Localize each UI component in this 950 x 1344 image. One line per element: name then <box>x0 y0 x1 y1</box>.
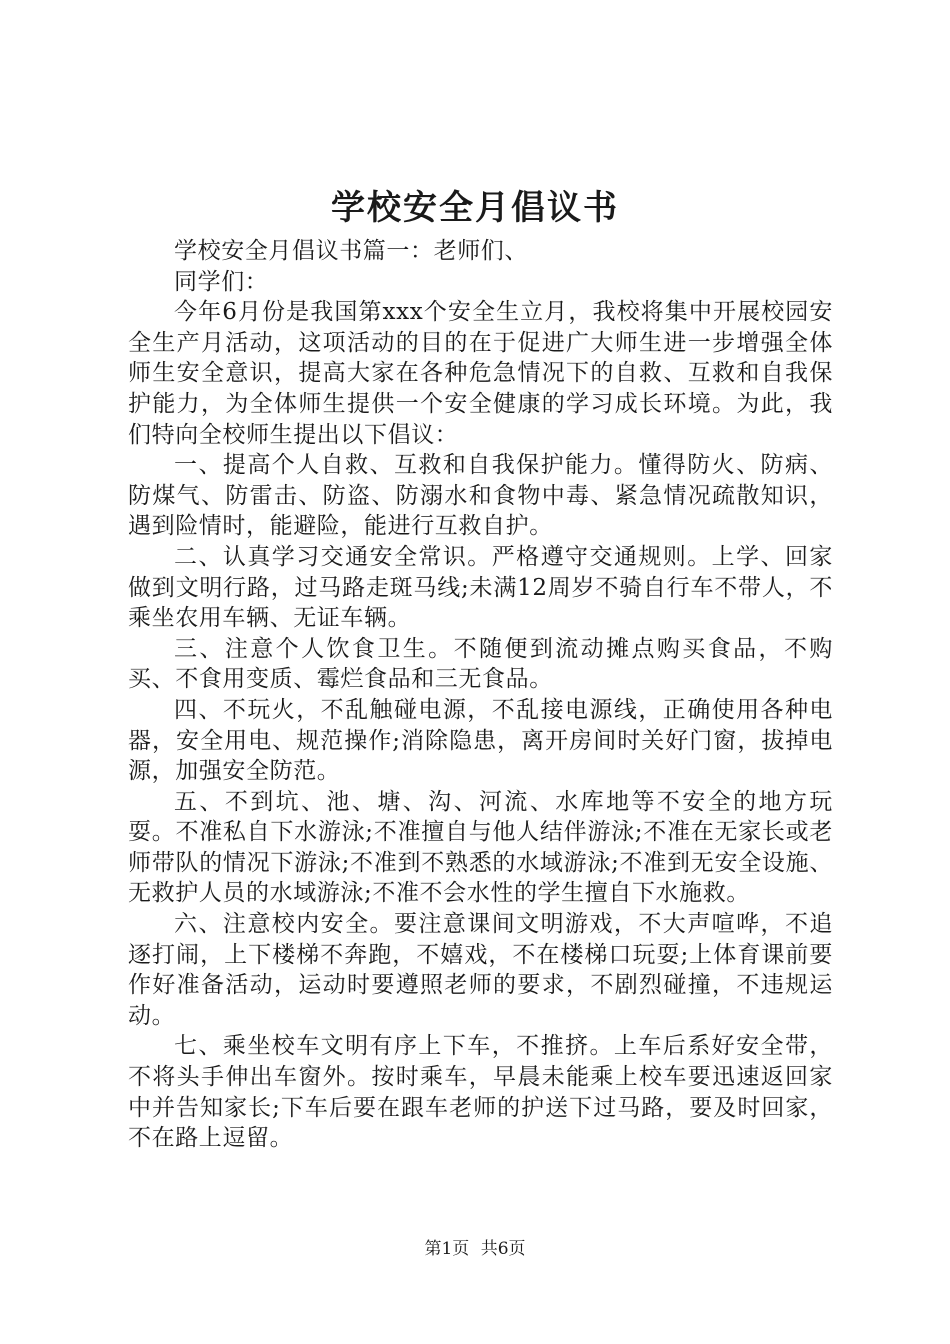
document-title: 学校安全月倡议书 <box>331 188 619 228</box>
paragraph-item-1: 一、提高个人自救、互救和自我保护能力。懂得防火、防病、防煤气、防雷击、防盗、防溺水和食物中毒、紧急情况疏散知识，遇到险情时，能避险，能进行互救自护。 <box>128 452 833 540</box>
document-body <box>128 236 833 1154</box>
page-total: 共6页 <box>480 1239 526 1259</box>
paragraph-item-3: 三、注意个人饮食卫生。不随便到流动摊点购买食品，不购买、不食用变质、霉烂食品和三无食品。 <box>128 635 833 693</box>
page-number: 第1页 <box>424 1239 470 1259</box>
paragraph-item-5: 五、不到坑、池、塘、沟、河流、水库地等不安全的地方玩耍。不准私自下水游泳;不准擅自与他人结伴游泳;不准在无家长或老师带队的情况下游泳;不准到不熟悉的水域游泳;不准到无安全设施、无救护人员的水域游泳;不准不会水性的学生擅自下水施救。 <box>128 788 833 907</box>
paragraph-item-7: 七、乘坐校车文明有序上下车，不推挤。上车后系好安全带，不将头手伸出车窗外。按时乘车，早晨未能乘上校车要迅速返回家中并告知家长;下车后要在跟车老师的护送下过马路，要及时回家，不在路上逗留。 <box>128 1033 833 1152</box>
paragraph-intro: 学校安全月倡议书篇一：老师们、 <box>174 238 528 264</box>
page-footer <box>0 1238 950 1260</box>
paragraph-item-4: 四、不玩火，不乱触碰电源，不乱接电源线，正确使用各种电器，安全用电、规范操作;消除隐患，离开房间时关好门窗，拔掉电源，加强安全防范。 <box>128 696 833 785</box>
paragraph-item-2: 二、认真学习交通安全常识。严格遵守交通规则。上学、回家做到文明行路，过马路走斑马线;未满12周岁不骑自行车不带人，不乘坐农用车辆、无证车辆。 <box>128 543 833 632</box>
paragraph-preface: 今年6月份是我国第xxx个安全生立月，我校将集中开展校园安全生产月活动，这项活动的目的在于促进广大师生进一步增强全体师生安全意识，提高大家在各种危急情况下的自救、互救和自我保护能力，为全体师生提供一个安全健康的学习成长环境。为此，我们特向全校师生提出以下倡议： <box>128 299 833 448</box>
paragraph-item-6: 六、注意校内安全。要注意课间文明游戏，不大声喧哗，不追逐打闹，上下楼梯不奔跑，不嬉戏，不在楼梯口玩耍;上体育课前要作好准备活动，运动时要遵照老师的要求，不剧烈碰撞，不违规运动。 <box>128 911 833 1029</box>
paragraph-salutation: 同学们： <box>174 268 269 295</box>
